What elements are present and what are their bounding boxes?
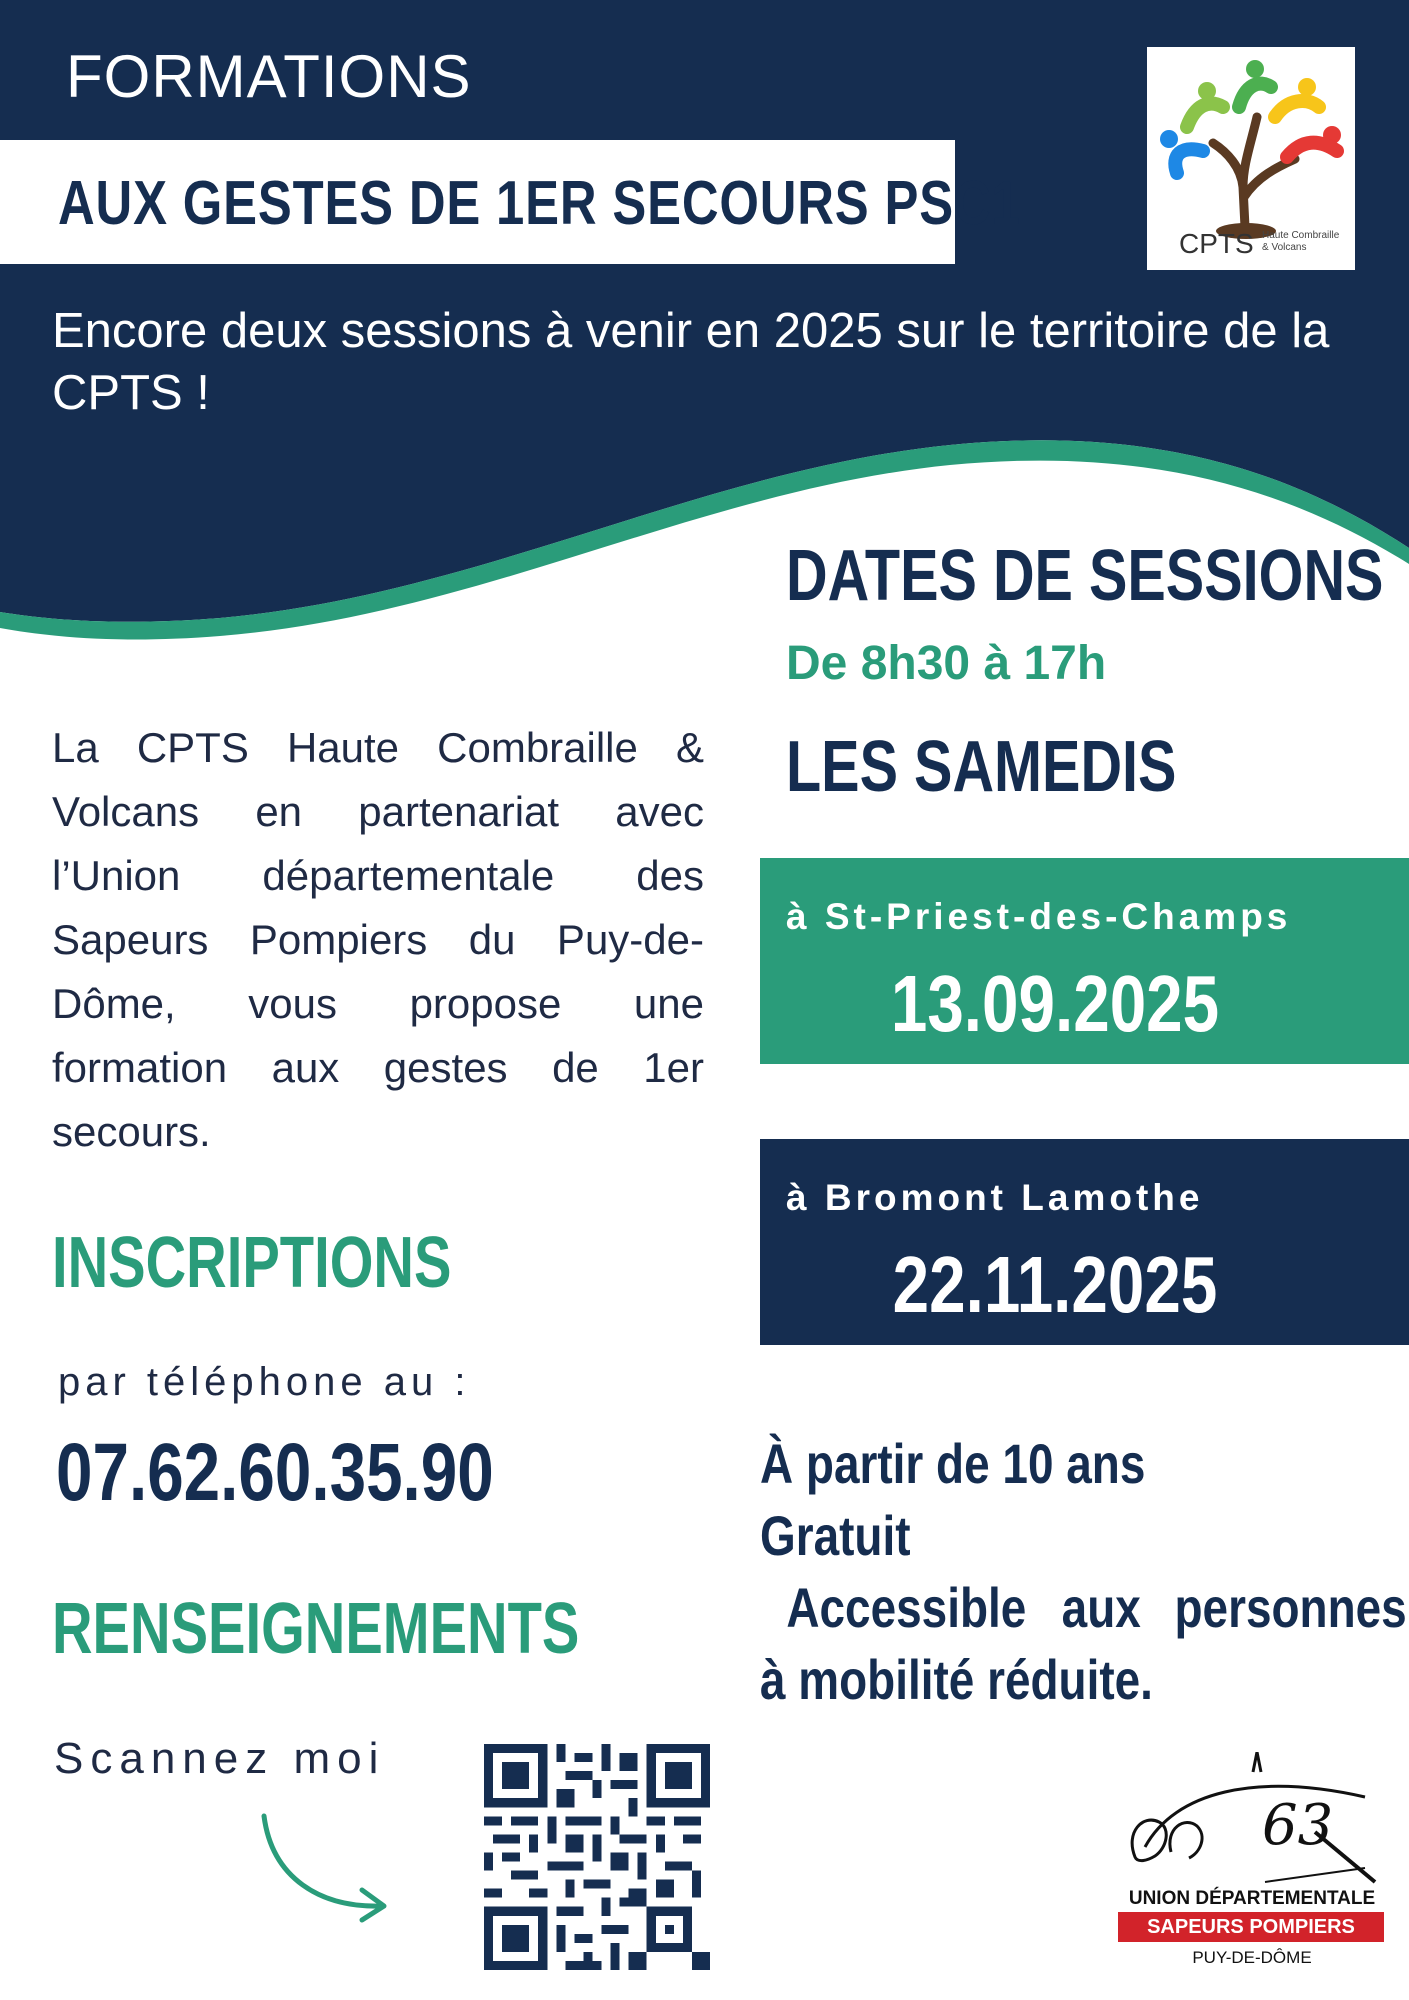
session-place: à Bromont Lamothe — [786, 1177, 1204, 1218]
logo-subtitle: Haute Combraille & Volcans — [1262, 230, 1340, 253]
session-card-1 — [760, 858, 1409, 1064]
accessibility-word: Accessible — [786, 1576, 1027, 1639]
qr-code-icon[interactable] — [484, 1744, 710, 1970]
emblem-number: 63 — [1262, 1793, 1334, 1858]
sessions-heading: DATES DE SESSIONS — [786, 536, 1384, 616]
info-block — [760, 1428, 1407, 1716]
price-info: Gratuit — [760, 1504, 911, 1567]
sessions-days: LES SAMEDIS — [786, 727, 1177, 807]
accessibility-word: personnes — [1174, 1576, 1407, 1639]
scan-label: Scannez moi — [54, 1734, 386, 1783]
phone-label: par téléphone au : — [58, 1360, 471, 1404]
session-date: 22.11.2025 — [892, 1240, 1218, 1329]
page-title: AUX GESTES DE 1ER SECOURS PSC1 — [58, 169, 1021, 238]
age-info: À partir de 10 ans — [760, 1432, 1146, 1495]
formations-label: FORMATIONS — [66, 43, 472, 110]
session-place: à St-Priest-des-Champs — [786, 896, 1292, 937]
session-card-2 — [760, 1139, 1409, 1345]
renseignements-heading: RENSEIGNEMENTS — [52, 1589, 580, 1669]
udsp-title: UNION DÉPARTEMENTALE — [1128, 1888, 1376, 1909]
logo-name: CPTS — [1179, 228, 1254, 259]
session-date: 13.09.2025 — [890, 959, 1220, 1048]
udsp-band: SAPEURS POMPIERS — [1118, 1912, 1384, 1942]
inscriptions-heading: INSCRIPTIONS — [52, 1223, 452, 1303]
accessibility-line-1 — [760, 1572, 1407, 1644]
accessibility-line-2: à mobilité réduite. — [760, 1648, 1153, 1711]
firefighters-emblem-icon — [1115, 1752, 1390, 1887]
phone-number[interactable]: 07.62.60.35.90 — [56, 1427, 494, 1518]
intro-paragraph: La CPTS Haute Combraille & Volcans en partenariat avec l’Union départementale des Sapeurs Pompiers du Puy-de-Dôme, vous propose une formation aux gestes de 1er secours. — [52, 724, 704, 1155]
sessions-hours: De 8h30 à 17h — [786, 637, 1107, 690]
accessibility-word: aux — [1061, 1576, 1141, 1639]
udsp-subtitle: PUY-DE-DÔME — [1192, 1948, 1312, 1967]
subtitle: Encore deux sessions à venir en 2025 sur le territoire de la CPTS ! — [52, 304, 1330, 420]
curved-arrow-icon — [250, 1808, 400, 1928]
